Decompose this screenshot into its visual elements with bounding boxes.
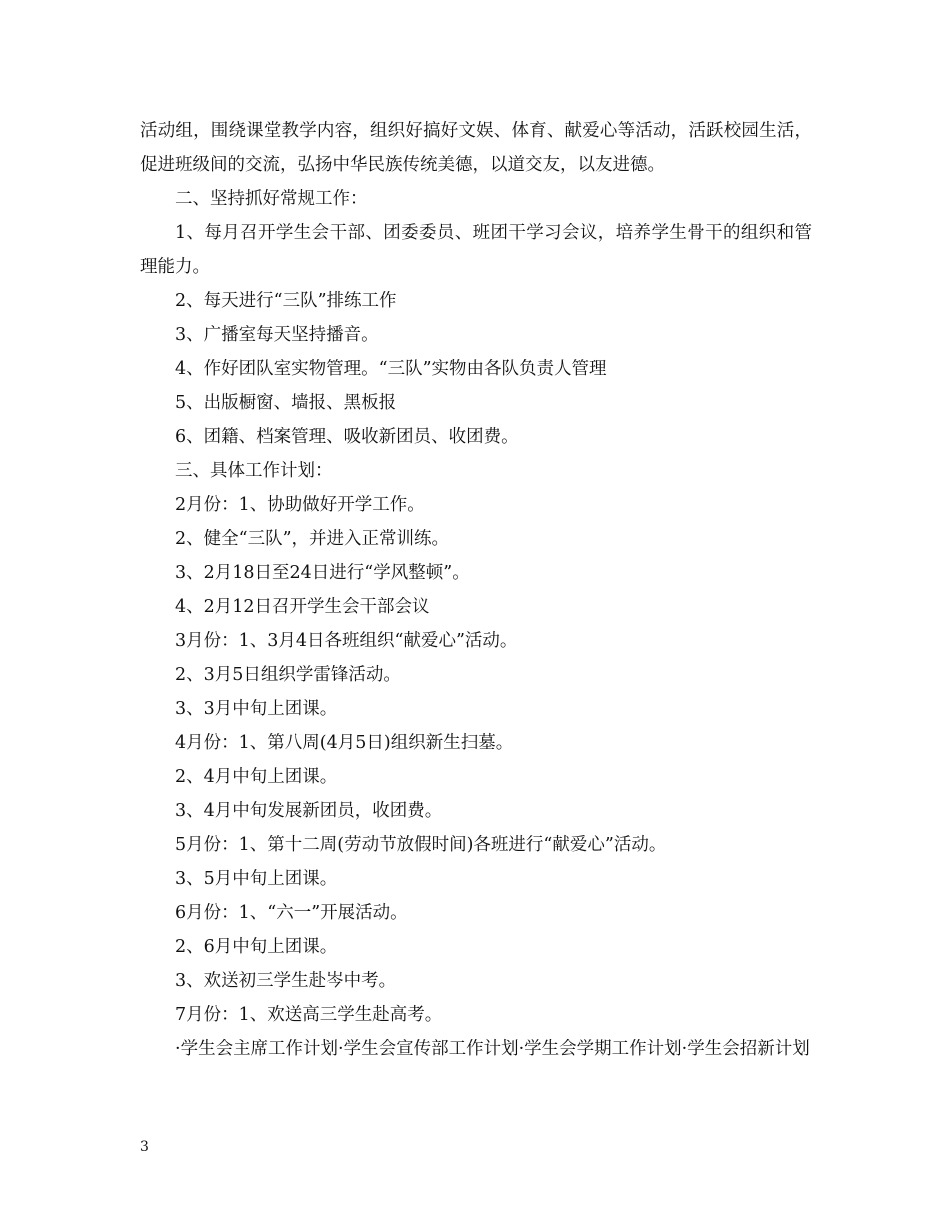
plan-jun-item-1: 6月份：1、“六一”开展活动。 bbox=[175, 903, 408, 923]
plan-mar-item-3: 3、3月中旬上团课。 bbox=[175, 699, 338, 719]
document-body bbox=[140, 114, 812, 1066]
section-heading-work-plan: 三、具体工作计划： bbox=[175, 461, 333, 481]
routine-item-6: 6、团籍、档案管理、吸收新团员、收团费。 bbox=[175, 427, 519, 447]
routine-item-4: 4、作好团队室实物管理。“三队”实物由各队负责人管理 bbox=[175, 359, 607, 379]
plan-jul-item-1: 7月份：1、欢送高三学生赴高考。 bbox=[175, 1005, 443, 1025]
plan-feb-item-2: 2、健全“三队”，并进入正常训练。 bbox=[175, 529, 450, 549]
related-links[interactable]: ·学生会主席工作计划·学生会宣传部工作计划·学生会学期工作计划·学生会招新计划 bbox=[175, 1039, 810, 1059]
routine-item-3: 3、广播室每天坚持播音。 bbox=[175, 325, 379, 345]
plan-feb-item-3: 3、2月18日至24日进行“学风整顿”。 bbox=[175, 563, 470, 583]
plan-feb-item-4: 4、2月12日召开学生会干部会议 bbox=[175, 597, 430, 617]
plan-may-item-1: 5月份：1、第十二周(劳动节放假时间)各班进行“献爱心”活动。 bbox=[175, 835, 667, 855]
paragraph-1: 活动组，围绕课堂教学内容，组织好搞好文娱、体育、献爱心等活动，活跃校园生活，促进班级间的交流，弘扬中华民族传统美德，以道交友，以友进德。 bbox=[140, 121, 812, 175]
routine-item-2: 2、每天进行“三队”排练工作 bbox=[175, 291, 397, 311]
plan-apr-item-3: 3、4月中旬发展新团员，收团费。 bbox=[175, 801, 443, 821]
section-heading-routine-work: 二、坚持抓好常规工作： bbox=[175, 189, 368, 209]
plan-apr-item-1: 4月份：1、第八周(4月5日)组织新生扫墓。 bbox=[175, 733, 514, 753]
plan-feb-item-1: 2月份：1、协助做好开学工作。 bbox=[175, 495, 425, 515]
plan-mar-item-1: 3月份：1、3月4日各班组织“献爱心”活动。 bbox=[175, 631, 518, 651]
plan-mar-item-2: 2、3月5日组织学雷锋活动。 bbox=[175, 665, 401, 685]
routine-item-1: 1、每月召开学生会干部、团委委员、班团干学习会议，培养学生骨干的组织和管理能力。 bbox=[140, 223, 812, 277]
plan-may-item-3: 3、5月中旬上团课。 bbox=[175, 869, 338, 889]
plan-apr-item-2: 2、4月中旬上团课。 bbox=[175, 767, 338, 787]
plan-jun-item-3: 3、欢送初三学生赴岑中考。 bbox=[175, 971, 397, 991]
routine-item-5: 5、出版橱窗、墙报、黑板报 bbox=[175, 393, 397, 413]
page-number: 3 bbox=[140, 1139, 149, 1155]
plan-jun-item-2: 2、6月中旬上团课。 bbox=[175, 937, 338, 957]
